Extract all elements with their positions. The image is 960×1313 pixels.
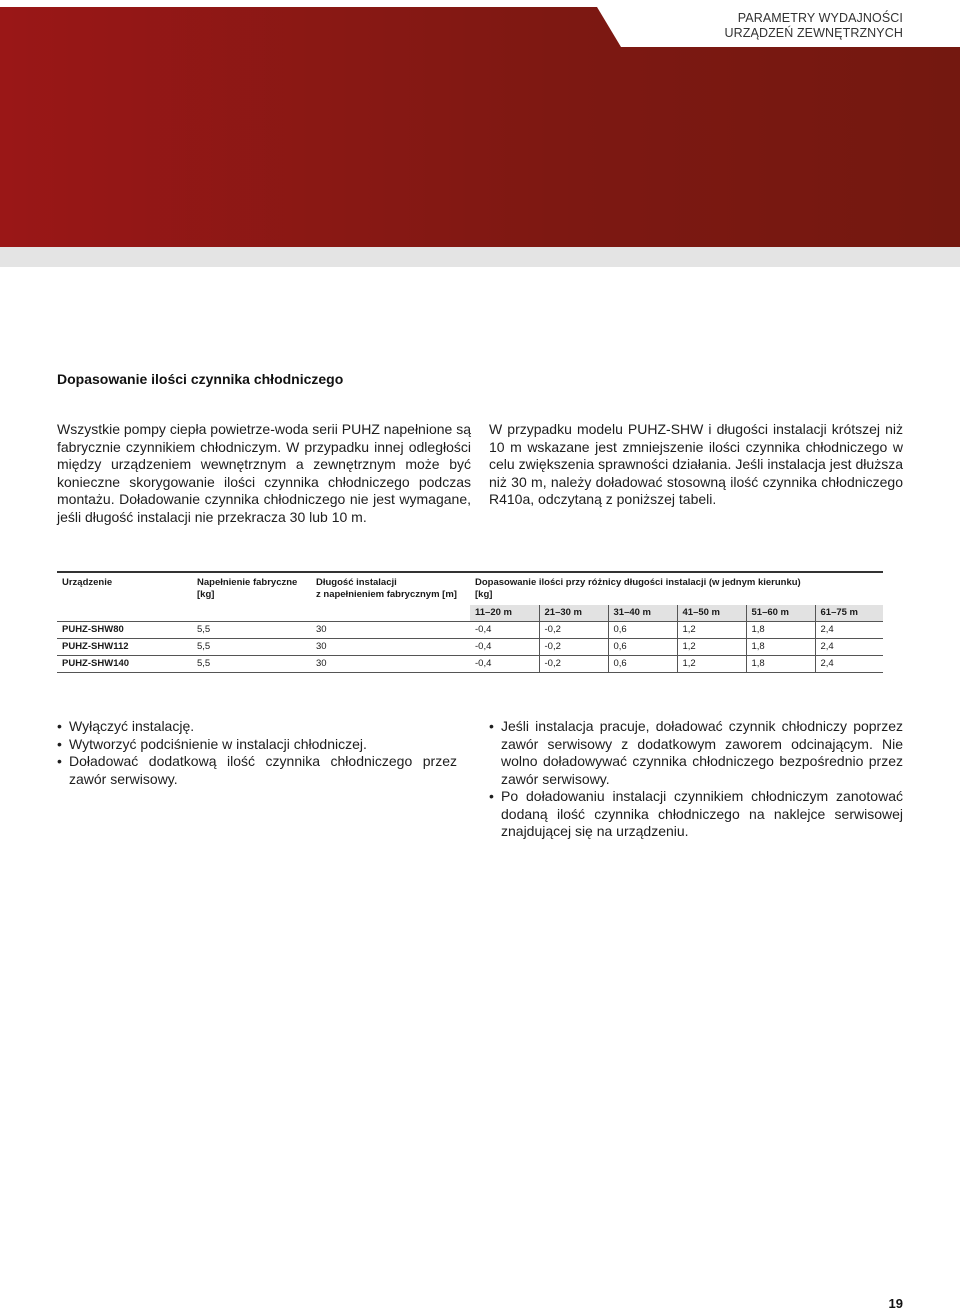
- adjustment-cell: 0,6: [608, 622, 677, 639]
- column-header-pipe-length: Długość instalacji z napełnieniem fabrycznym [m]: [311, 572, 470, 605]
- range-cell: 21–30 m: [539, 605, 608, 622]
- table-row: [57, 622, 883, 639]
- procedure-list-right: [489, 718, 903, 841]
- header-grey-band: [0, 247, 960, 267]
- device-cell: PUHZ-SHW80: [57, 622, 192, 639]
- table-range-spacer: [192, 605, 311, 622]
- pipe-length-cell: 30: [311, 622, 470, 639]
- range-cell: 51–60 m: [746, 605, 815, 622]
- running-header-line-1: PARAMETRY WYDAJNOŚCI: [737, 11, 903, 25]
- adjustment-cell: 1,8: [746, 656, 815, 673]
- factory-charge-cell: 5,5: [192, 639, 311, 656]
- range-cell: 31–40 m: [608, 605, 677, 622]
- column-header-charge-adjustment: Dopasowanie ilości przy różnicy długości instalacji (w jednym kierunku) [kg]: [470, 572, 883, 605]
- adjustment-cell: 2,4: [815, 622, 883, 639]
- adjustment-cell: 1,2: [677, 639, 746, 656]
- device-cell: PUHZ-SHW140: [57, 656, 192, 673]
- intro-paragraph-left: Wszystkie pompy ciepła powietrze-woda serii PUHZ napełnione są fabrycznie czynnikiem chłodniczym. W przypadku innej odległości między urządzeniem wewnętrznym a zewnętrznym może być konieczne skorygowanie ilości czynnika chłodniczego podczas montażu. Doładowanie czynnika chłodniczego nie jest wymagane, jeśli długość instalacji nie przekracza 30 lub 10 m.: [57, 421, 471, 525]
- running-header-line-2: URZĄDZEŃ ZEWNĘTRZNYCH: [724, 26, 903, 40]
- list-item: • Po doładowaniu instalacji czynnikiem chłodniczym zanotować dodaną ilość czynnika chłodniczego na naklejce serwisowej znajdującej się na urządzeniu.: [489, 788, 903, 841]
- adjustment-cell: -0,4: [470, 656, 539, 673]
- intro-paragraph-right: W przypadku modelu PUHZ-SHW i długości instalacji krótszej niż 10 m wskazane jest zmniejszenie ilości czynnika chłodniczego w celu zwiększenia sprawności działania. Jeśli instalacja jest dłuższa niż 30 m, należy doładować stosowną ilość czynnika chłodniczego R410a, odczytaną z poniższej tabeli.: [489, 421, 903, 507]
- list-item: • Doładować dodatkową ilość czynnika chłodniczego przez zawór serwisowy.: [57, 753, 457, 788]
- adjustment-cell: 2,4: [815, 656, 883, 673]
- adjustment-cell: 1,2: [677, 656, 746, 673]
- list-item: • Jeśli instalacja pracuje, doładować czynnik chłodniczy poprzez zawór serwisowy z dodatkowym zaworem odcinającym. Nie wolno doładowywać czynnika chłodniczego bezpośrednio przez zawór serwisowy.: [489, 718, 903, 788]
- pipe-length-cell: 30: [311, 656, 470, 673]
- factory-charge-cell: 5,5: [192, 622, 311, 639]
- list-item: • Wyłączyć instalację.: [57, 718, 457, 736]
- adjustment-cell: -0,4: [470, 639, 539, 656]
- table-range-row: [57, 605, 883, 622]
- refrigerant-adjustment-table: [57, 571, 883, 673]
- adjustment-cell: 2,4: [815, 639, 883, 656]
- range-cell: 11–20 m: [470, 605, 539, 622]
- adjustment-cell: 1,8: [746, 622, 815, 639]
- adjustment-cell: -0,4: [470, 622, 539, 639]
- range-cell: 61–75 m: [815, 605, 883, 622]
- adjustment-cell: 1,2: [677, 622, 746, 639]
- column-header-factory-charge: Napełnienie fabryczne [kg]: [192, 572, 311, 605]
- adjustment-cell: -0,2: [539, 622, 608, 639]
- column-header-device: Urządzenie: [57, 572, 192, 605]
- procedure-list-left: [57, 718, 457, 788]
- table-range-spacer: [57, 605, 192, 622]
- list-item: • Wytworzyć podciśnienie w instalacji chłodniczej.: [57, 736, 457, 754]
- table-range-spacer: [311, 605, 470, 622]
- adjustment-cell: -0,2: [539, 656, 608, 673]
- factory-charge-cell: 5,5: [192, 656, 311, 673]
- adjustment-cell: 0,6: [608, 639, 677, 656]
- device-cell: PUHZ-SHW112: [57, 639, 192, 656]
- table-row: [57, 656, 883, 673]
- running-header: [725, 11, 903, 41]
- pipe-length-cell: 30: [311, 639, 470, 656]
- adjustment-cell: -0,2: [539, 639, 608, 656]
- range-cell: 41–50 m: [677, 605, 746, 622]
- table-header-row: [57, 572, 883, 605]
- section-title: Dopasowanie ilości czynnika chłodniczego: [57, 371, 344, 387]
- adjustment-cell: 0,6: [608, 656, 677, 673]
- page-number: 19: [888, 1296, 903, 1311]
- table-row: [57, 639, 883, 656]
- adjustment-cell: 1,8: [746, 639, 815, 656]
